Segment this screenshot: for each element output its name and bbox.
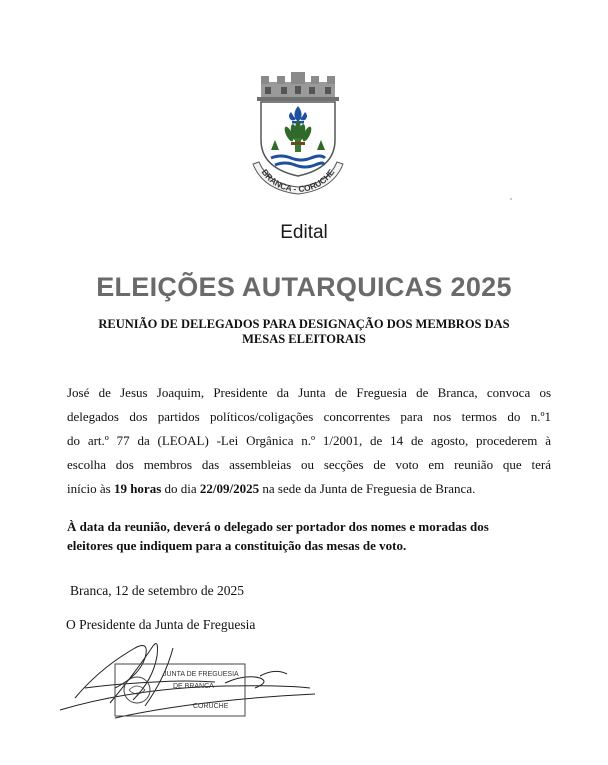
- body-line-5-end: na sede da Junta de Freguesia de Branca.: [259, 481, 476, 496]
- meeting-time: 19 horas: [113, 481, 162, 496]
- crest-motto: BRANCA - CORUCHE: [259, 167, 337, 195]
- subtitle-line-2: MESAS ELEITORAIS: [242, 332, 366, 346]
- body-line-1: José de Jesus Joaquim, Presidente da Junta de Freguesia de Branca, convoca os: [67, 385, 551, 400]
- signature-and-stamp: [55, 628, 325, 728]
- body-paragraph: [67, 381, 551, 501]
- subtitle: [40, 317, 568, 347]
- notice-line-2: eleitores que indiquem para a constituição das mesas de voto.: [67, 538, 407, 553]
- subtitle-line-1: REUNIÃO DE DELEGADOS PARA DESIGNAÇÃO DOS MEMBROS DAS: [98, 317, 510, 331]
- notice-line-1: À data da reunião, deverá o delegado ser portador dos nomes e moradas dos: [67, 519, 489, 534]
- meeting-date: 22/09/2025: [199, 481, 260, 496]
- mural-crown: [257, 72, 339, 101]
- stamp-line-1: JUNTA DE FREGUESIA: [163, 671, 239, 678]
- stamp-line-3: CORUCHE: [193, 703, 229, 710]
- speck: [510, 198, 512, 200]
- body-line-5-start: início às: [67, 481, 114, 496]
- page-title: ELEIÇÕES AUTARQUICAS 2025: [96, 272, 512, 302]
- president-label: O Presidente da Junta de Freguesia: [66, 617, 256, 632]
- handwritten-signature: [60, 644, 315, 718]
- place-date: Branca, 12 de setembro de 2025: [70, 583, 244, 598]
- body-line-2: delegados dos partidos políticos/coligações concorrentes para nos termos do n.º1: [67, 409, 551, 424]
- notice-paragraph: [67, 517, 551, 555]
- coat-of-arms-logo: [233, 70, 363, 200]
- document-type-label: Edital: [280, 222, 328, 243]
- body-line-5-mid: do dia: [161, 481, 200, 496]
- stamp-line-2: DE BRANCA: [173, 683, 214, 690]
- body-line-3: do art.º 77 da (LEOAL) -Lei Orgânica n.º 1/2001, de 14 de agosto, procederem à: [67, 433, 551, 448]
- body-line-5: [67, 477, 551, 501]
- body-line-4: escolha dos membros das assembleias ou secções de voto em reunião que terá: [67, 457, 551, 472]
